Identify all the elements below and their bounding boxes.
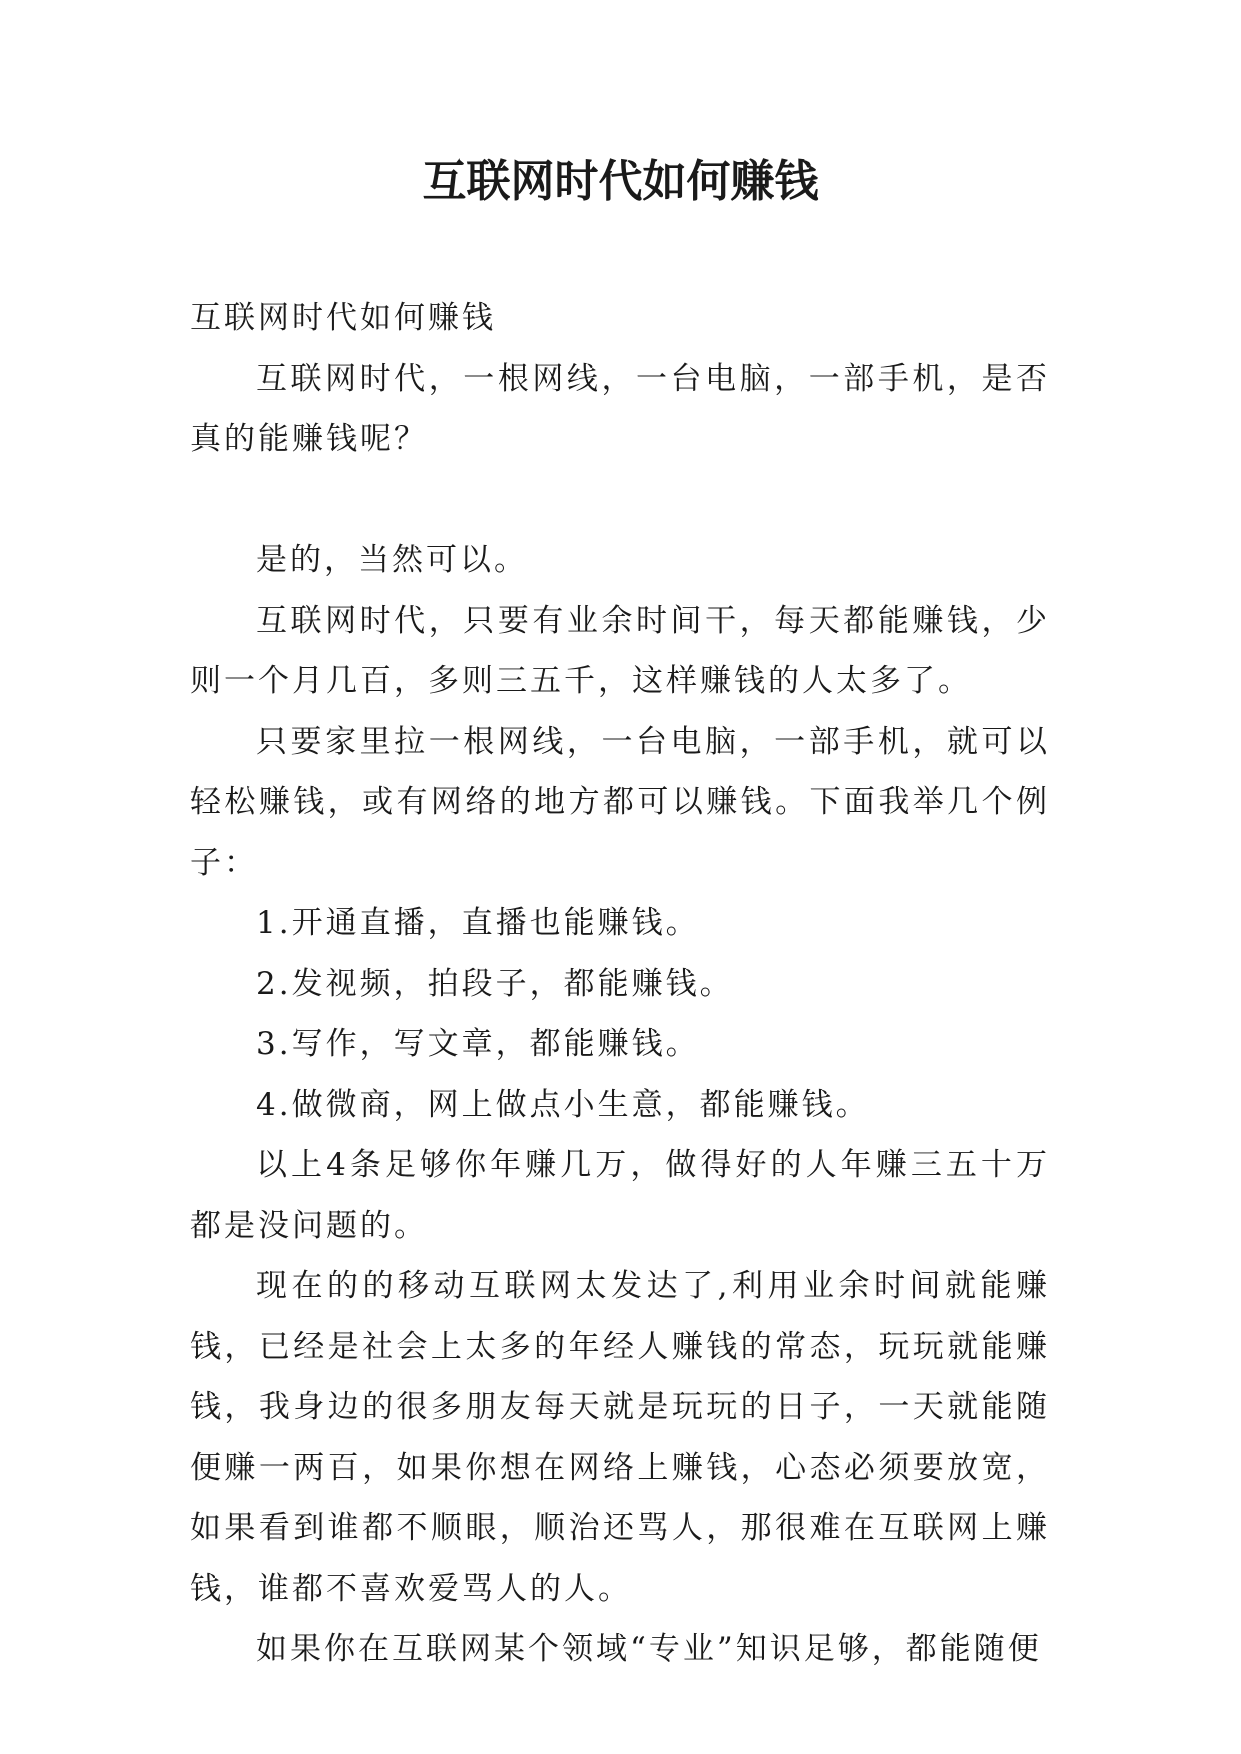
- blank-line: [190, 470, 1050, 531]
- paragraph: 如果你在互联网某个领域“专业”知识足够，都能随便: [256, 1631, 1042, 1667]
- paragraph: 现在的的移动互联网太发达了,利用业余时间就能赚钱，已经是社会上太多的年经人赚钱的常态，玩玩就能赚钱，我身边的很多朋友每天就是玩玩的日子，一天就能随便赚一两百，如果你想在网络上赚钱，心态必须要放宽，如果看到谁都不顺眼，顺治还骂人，那很难在互联网上赚钱，谁都不喜欢爱骂人的人。: [190, 1268, 1050, 1607]
- list-item: 2.发视频，拍段子，都能赚钱。: [256, 965, 734, 1002]
- list-item: 1.开通直播，直播也能赚钱。: [256, 905, 700, 941]
- document-body: [190, 288, 1050, 1680]
- paragraph: 只要家里拉一根网线，一台电脑，一部手机，就可以轻松赚钱，或有网络的地方都可以赚钱。下面我举几个例子：: [190, 723, 1050, 881]
- paragraph: 以上4条足够你年赚几万，做得好的人年赚三五十万都是没问题的。: [190, 1147, 1050, 1244]
- paragraph: 是的，当然可以。: [256, 542, 528, 578]
- paragraph: 互联网时代，只要有业余时间干，每天都能赚钱，少则一个月几百，多则三五千，这样赚钱的人太多了。: [190, 602, 1050, 699]
- document-title: 互联网时代如何赚钱: [422, 156, 819, 207]
- list-item: 3.写作，写文章，都能赚钱。: [256, 1026, 700, 1062]
- subtitle-paragraph: 互联网时代如何赚钱: [190, 300, 496, 336]
- paragraph: 互联网时代，一根网线，一台电脑，一部手机，是否真的能赚钱呢？: [190, 360, 1050, 457]
- list-item: 4.做微商，网上做点小生意，都能赚钱。: [256, 1086, 870, 1123]
